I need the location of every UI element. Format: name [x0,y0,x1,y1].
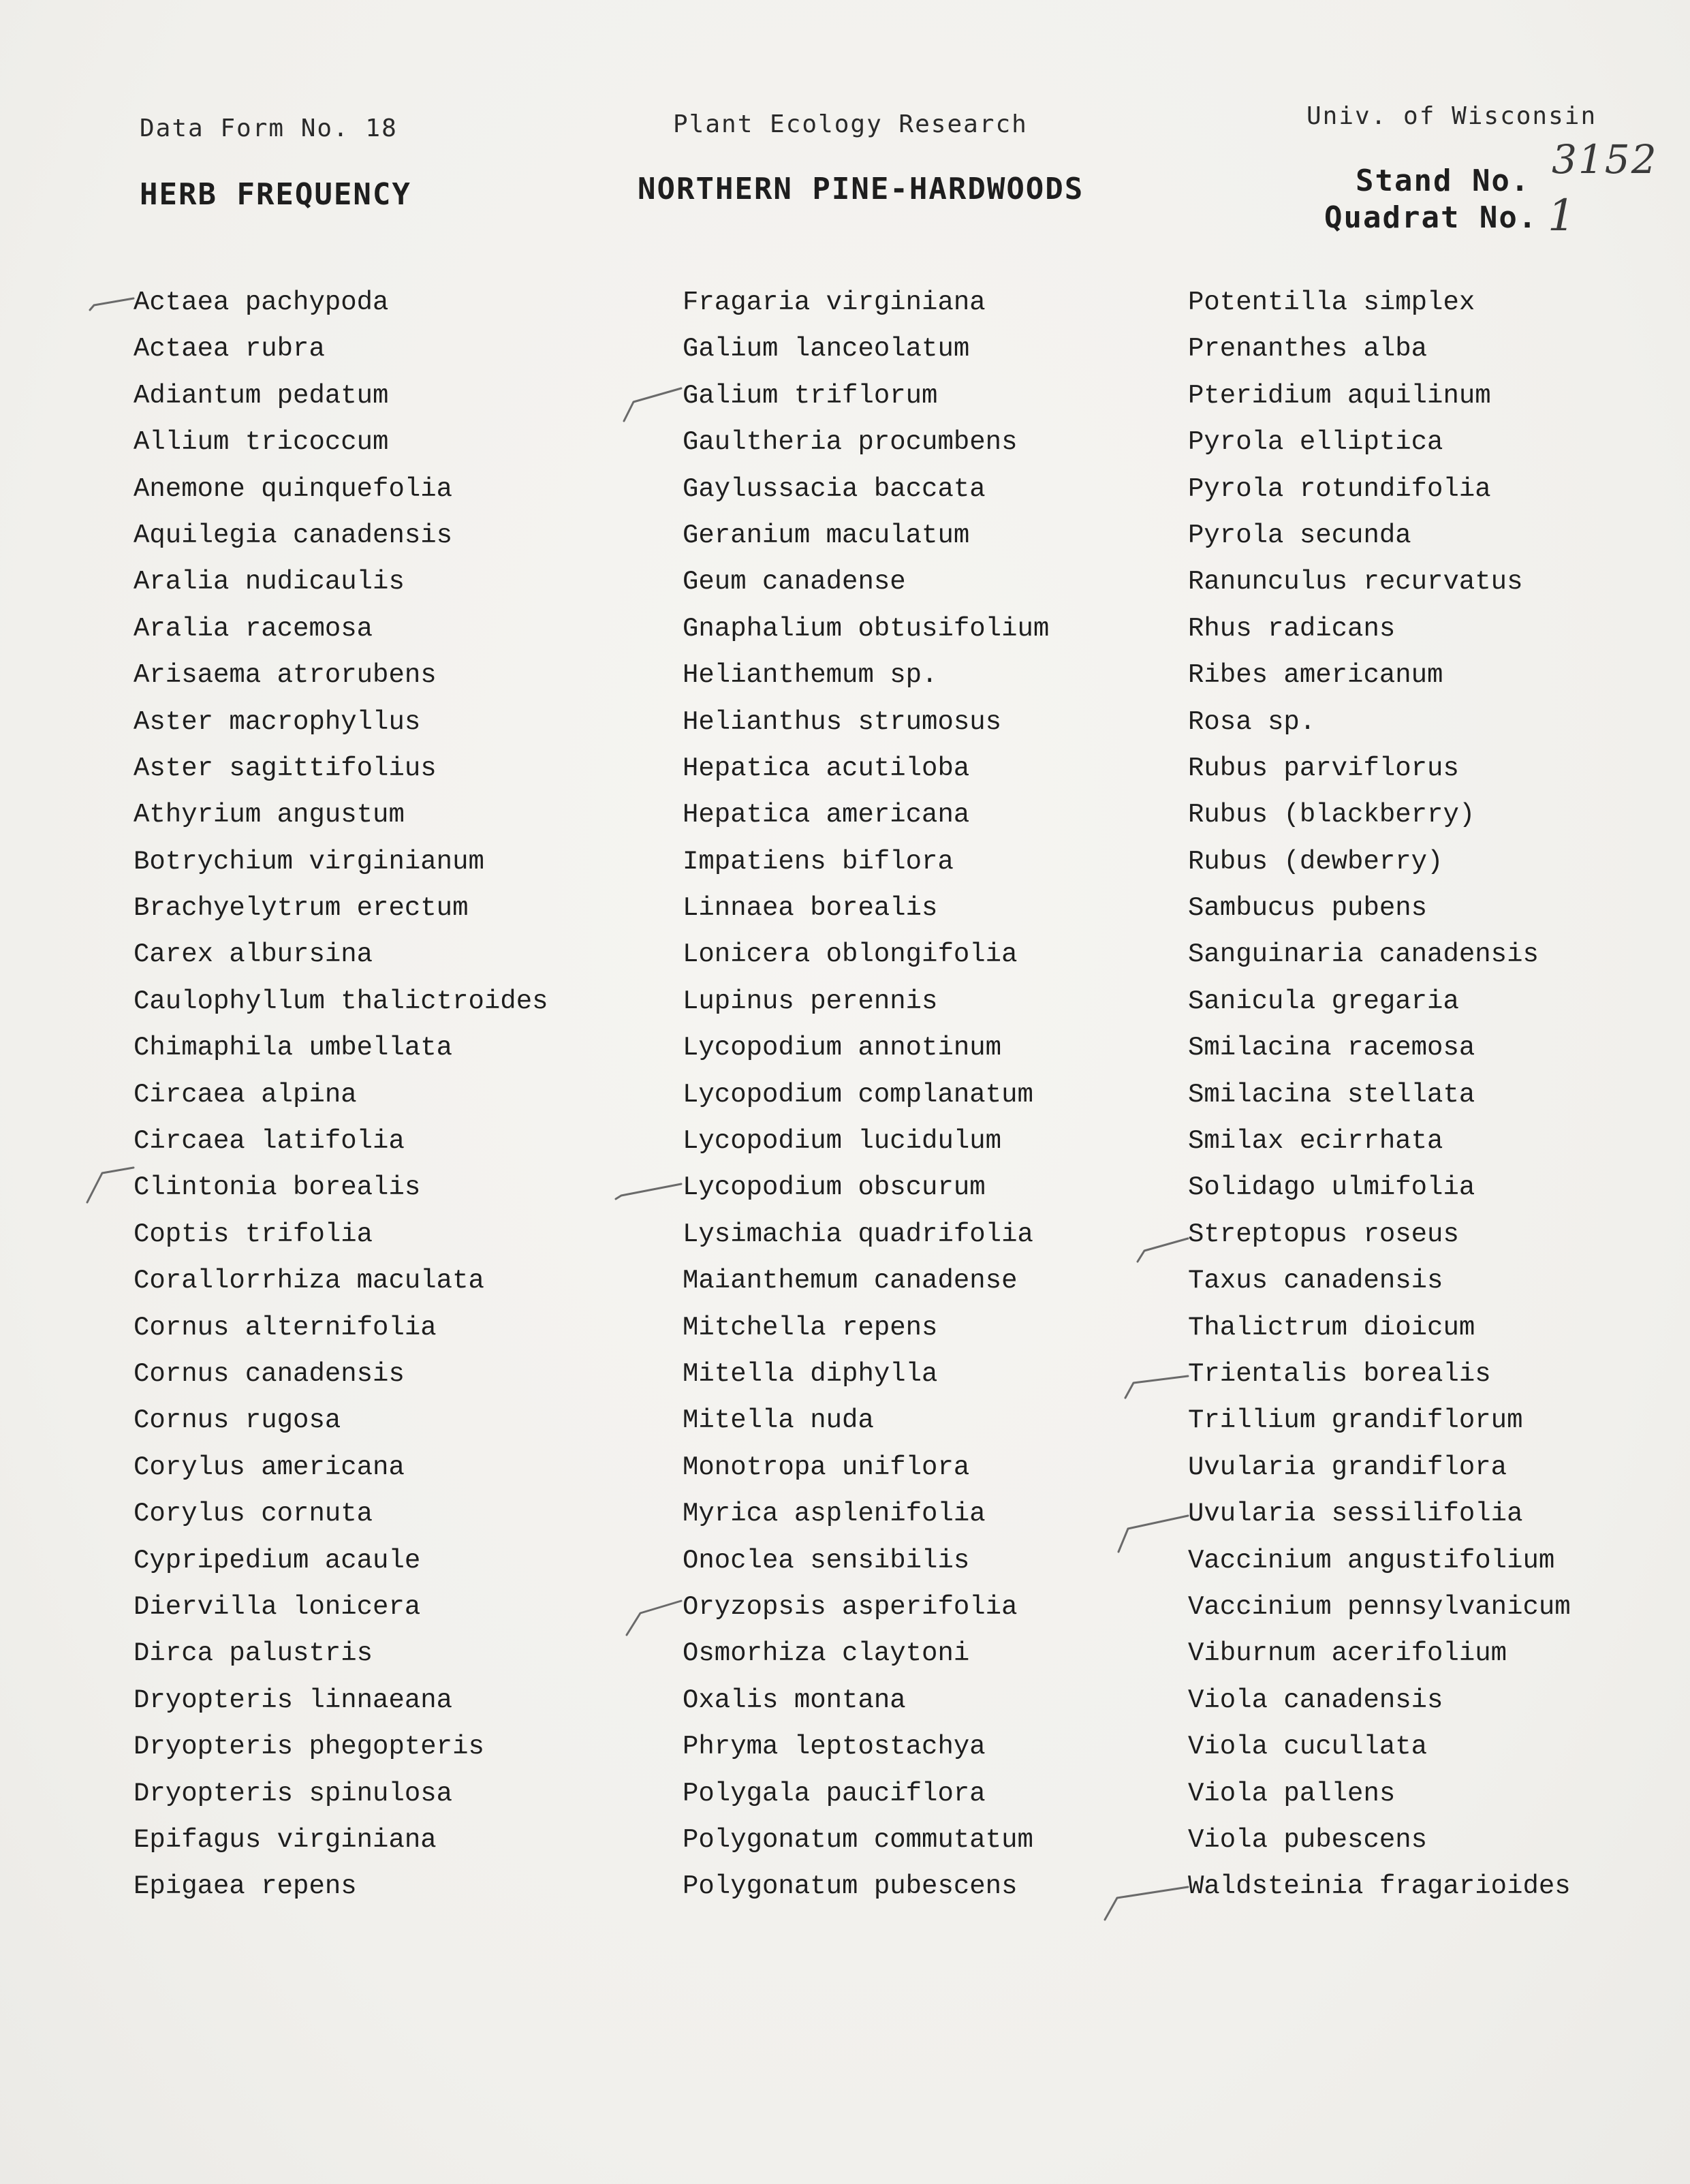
species-entry: Pyrola rotundifolia [1188,473,1491,504]
species-entry: Smilacina stellata [1188,1079,1475,1110]
check-mark-icon [1118,1516,1188,1552]
species-entry: Dryopteris linnaeana [134,1685,453,1715]
species-entry: Actaea pachypoda [134,287,389,317]
species-entry: Taxus canadensis [1188,1266,1443,1296]
species-entry: Chimaphila umbellata [134,1033,453,1063]
check-mark-icon [1105,1887,1188,1920]
species-entry: Aralia racemosa [134,613,373,644]
species-entry: Diervilla lonicera [134,1591,421,1622]
species-entry: Pyrola elliptica [1188,427,1443,458]
species-entry: Dryopteris phegopteris [134,1732,484,1762]
species-entry: Actaea rubra [134,334,325,364]
species-entry: Maianthemum canadense [683,1266,1018,1296]
species-entry: Ranunculus recurvatus [1188,567,1523,597]
species-entry: Aster sagittifolius [134,753,437,783]
species-entry: Circaea alpina [134,1079,357,1110]
species-entry: Waldsteinia fragarioides [1188,1871,1571,1902]
species-entry: Rubus (blackberry) [1188,800,1475,830]
species-entry: Streptopus roseus [1188,1219,1459,1249]
species-entry: Sambucus pubens [1188,893,1428,924]
species-entry: Sanicula gregaria [1188,986,1459,1016]
species-entry: Monotropa uniflora [683,1452,970,1482]
check-mark-icon [616,1184,681,1199]
species-entry: Coptis trifolia [134,1219,373,1249]
species-entry: Helianthemum sp. [683,660,938,691]
species-entry: Corylus americana [134,1452,405,1482]
species-entry: Gaylussacia baccata [683,473,986,504]
check-mark-icon [87,1168,134,1202]
species-entry: Geum canadense [683,567,906,597]
species-entry: Pteridium aquilinum [1188,380,1491,411]
species-entry: Smilacina racemosa [1188,1033,1475,1063]
species-entry: Smilax ecirrhata [1188,1126,1443,1157]
species-entry: Botrychium virginianum [134,846,484,877]
form-number: Data Form No. 18 [140,114,398,142]
species-entry: Viola cucullata [1188,1732,1428,1762]
species-entry: Cornus rugosa [134,1405,341,1436]
species-entry: Linnaea borealis [683,893,938,924]
species-entry: Mitella nuda [683,1405,874,1436]
species-entry: Caulophyllum thalictroides [134,986,548,1016]
check-mark-icon [1125,1376,1188,1398]
species-entry: Oryzopsis asperifolia [683,1591,1018,1622]
species-entry: Allium tricoccum [134,427,389,458]
stand-number-handwritten: 3152 [1552,136,1658,183]
species-entry: Rhus radicans [1188,613,1396,644]
species-entry: Epifagus virginiana [134,1824,437,1855]
check-mark-icon [1138,1238,1188,1262]
department-name: Plant Ecology Research [673,110,1028,138]
species-entry: Potentilla simplex [1188,287,1475,317]
species-entry: Lycopodium complanatum [683,1079,1033,1110]
species-entry: Oxalis montana [683,1685,906,1715]
species-entry: Polygonatum pubescens [683,1871,1018,1902]
species-entry: Phryma leptostachya [683,1732,986,1762]
species-entry: Lycopodium lucidulum [683,1126,1002,1157]
species-entry: Fragaria virginiana [683,287,986,317]
species-entry: Aster macrophyllus [134,706,421,737]
community-title: NORTHERN PINE-HARDWOODS [638,172,1084,206]
species-entry: Cypripedium acaule [134,1545,421,1576]
species-entry: Uvularia grandiflora [1188,1452,1507,1482]
species-entry: Vaccinium pennsylvanicum [1188,1591,1571,1622]
species-entry: Aralia nudicaulis [134,567,405,597]
species-entry: Athyrium angustum [134,800,405,830]
species-entry: Trientalis borealis [1188,1358,1491,1389]
species-entry: Anemone quinquefolia [134,473,453,504]
species-entry: Corallorrhiza maculata [134,1266,484,1296]
species-entry: Mitchella repens [683,1312,938,1343]
species-entry: Polygala pauciflora [683,1778,986,1809]
species-entry: Lonicera oblongifolia [683,939,1018,970]
species-entry: Vaccinium angustifolium [1188,1545,1555,1576]
species-entry: Ribes americanum [1188,660,1443,691]
species-entry: Lysimachia quadrifolia [683,1219,1033,1249]
species-entry: Impatiens biflora [683,846,954,877]
species-entry: Prenanthes alba [1188,334,1428,364]
species-entry: Lycopodium annotinum [683,1033,1002,1063]
species-entry: Mitella diphylla [683,1358,938,1389]
species-entry: Pyrola secunda [1188,520,1411,550]
check-mark-icon [90,298,134,310]
species-entry: Viola pallens [1188,1778,1396,1809]
species-entry: Cornus alternifolia [134,1312,437,1343]
species-entry: Gaultheria procumbens [683,427,1018,458]
species-entry: Trillium grandiflorum [1188,1405,1523,1436]
species-entry: Sanguinaria canadensis [1188,939,1539,970]
species-entry: Dryopteris spinulosa [134,1778,453,1809]
check-mark-icon [627,1601,681,1635]
species-entry: Rosa sp. [1188,706,1316,737]
species-entry: Lupinus perennis [683,986,938,1016]
species-entry: Rubus parviflorus [1188,753,1459,783]
species-entry: Dirca palustris [134,1638,373,1669]
species-entry: Uvularia sessilifolia [1188,1499,1523,1529]
species-entry: Hepatica acutiloba [683,753,970,783]
species-entry: Geranium maculatum [683,520,970,550]
species-entry: Carex albursina [134,939,373,970]
species-entry: Solidago ulmifolia [1188,1172,1475,1203]
species-entry: Polygonatum commutatum [683,1824,1033,1855]
species-entry: Rubus (dewberry) [1188,846,1443,877]
species-entry: Galium triflorum [683,380,938,411]
quadrat-number-handwritten: 1 [1548,191,1577,241]
form-title: HERB FREQUENCY [140,177,411,212]
species-entry: Circaea latifolia [134,1126,405,1157]
species-entry: Adiantum pedatum [134,380,389,411]
species-entry: Arisaema atrorubens [134,660,437,691]
species-entry: Onoclea sensibilis [683,1545,970,1576]
species-entry: Viola canadensis [1188,1685,1443,1715]
check-mark-icon [624,388,681,421]
species-entry: Hepatica americana [683,800,970,830]
species-entry: Brachyelytrum erectum [134,893,469,924]
species-entry: Galium lanceolatum [683,334,970,364]
species-entry: Aquilegia canadensis [134,520,453,550]
species-entry: Osmorhiza claytoni [683,1638,970,1669]
species-entry: Gnaphalium obtusifolium [683,613,1050,644]
institution-name: Univ. of Wisconsin [1306,102,1597,130]
species-entry: Clintonia borealis [134,1172,421,1203]
species-entry: Viburnum acerifolium [1188,1638,1507,1669]
species-entry: Corylus cornuta [134,1499,373,1529]
species-entry: Epigaea repens [134,1871,357,1902]
species-entry: Thalictrum dioicum [1188,1312,1475,1343]
quadrat-number-label: Quadrat No. [1324,200,1538,235]
species-entry: Viola pubescens [1188,1824,1428,1855]
species-entry: Helianthus strumosus [683,706,1002,737]
species-entry: Lycopodium obscurum [683,1172,986,1203]
species-entry: Cornus canadensis [134,1358,405,1389]
species-entry: Myrica asplenifolia [683,1499,986,1529]
stand-number-label: Stand No. [1356,163,1531,198]
